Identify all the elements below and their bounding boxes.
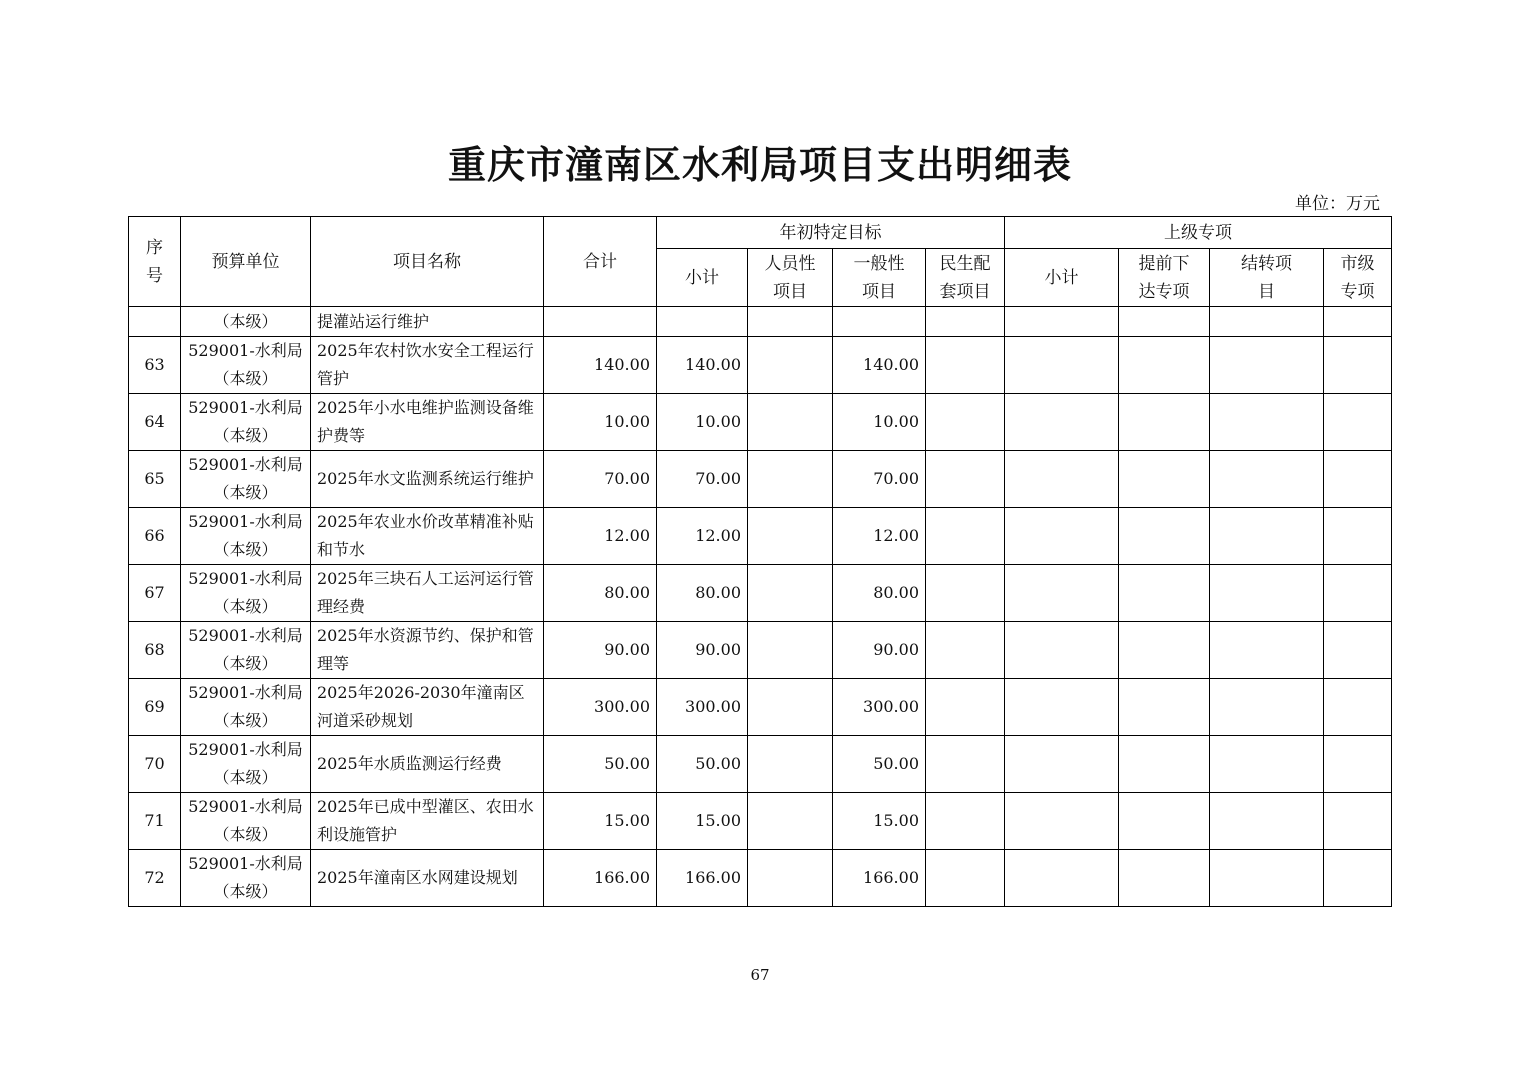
cell-project-name: 2025年水资源节约、保护和管理等: [311, 622, 544, 679]
cell-carryover: [1210, 508, 1324, 565]
page-title: 重庆市潼南区水利局项目支出明细表: [447, 143, 1072, 187]
cell-livelihood: [926, 679, 1005, 736]
header-project-name: 项目名称: [311, 217, 544, 307]
cell-livelihood: [926, 850, 1005, 907]
cell-general: 50.00: [833, 736, 926, 793]
table-row: [129, 451, 1392, 508]
cell-carryover: [1210, 337, 1324, 394]
budget-unit-code: 529001-水利局: [188, 740, 303, 759]
cell-livelihood: [926, 622, 1005, 679]
header-budget-unit: 预算单位: [181, 217, 311, 307]
cell-personnel: [748, 307, 833, 337]
cell-budget-unit: [181, 337, 311, 394]
table-row: [129, 394, 1392, 451]
budget-unit-level: （本级）: [213, 711, 278, 730]
cell-general: [833, 307, 926, 337]
header-annual-subtotal: 小计: [657, 249, 748, 307]
cell-carryover: [1210, 679, 1324, 736]
header-general: 一般性项目: [833, 249, 926, 307]
budget-unit-code: 529001-水利局: [188, 398, 303, 417]
cell-city: [1324, 307, 1392, 337]
cell-budget-unit: [181, 565, 311, 622]
table-row: [129, 679, 1392, 736]
cell-general: 12.00: [833, 508, 926, 565]
cell-budget-unit: [181, 508, 311, 565]
cell-seq: 69: [129, 679, 181, 736]
cell-general: 15.00: [833, 793, 926, 850]
cell-annual-subtotal: 80.00: [657, 565, 748, 622]
cell-city: [1324, 451, 1392, 508]
cell-city: [1324, 736, 1392, 793]
cell-advance: [1119, 850, 1210, 907]
cell-budget-unit: [181, 850, 311, 907]
cell-total: [544, 307, 657, 337]
cell-budget-unit: [181, 394, 311, 451]
cell-personnel: [748, 451, 833, 508]
cell-seq: [129, 307, 181, 337]
cell-total: 300.00: [544, 679, 657, 736]
cell-budget-unit: [181, 622, 311, 679]
cell-advance: [1119, 679, 1210, 736]
budget-unit-level: （本级）: [213, 825, 278, 844]
budget-unit-level: （本级）: [213, 483, 278, 502]
cell-seq: 67: [129, 565, 181, 622]
cell-personnel: [748, 337, 833, 394]
cell-annual-subtotal: 166.00: [657, 850, 748, 907]
cell-personnel: [748, 565, 833, 622]
cell-seq: 65: [129, 451, 181, 508]
cell-total: 166.00: [544, 850, 657, 907]
cell-superior-subtotal: [1005, 307, 1119, 337]
budget-unit-code: 529001-水利局: [188, 569, 303, 588]
budget-unit-level: （本级）: [213, 426, 278, 445]
cell-advance: [1119, 394, 1210, 451]
budget-unit-code: 529001-水利局: [188, 854, 303, 873]
budget-unit-level: （本级）: [213, 540, 278, 559]
cell-city: [1324, 508, 1392, 565]
table-row: [129, 565, 1392, 622]
cell-total: 15.00: [544, 793, 657, 850]
header-carryover: 结转项目: [1210, 249, 1324, 307]
cell-seq: 71: [129, 793, 181, 850]
header-advance: 提前下达专项: [1119, 249, 1210, 307]
cell-project-name: 2025年小水电维护监测设备维护费等: [311, 394, 544, 451]
budget-unit-level: （本级）: [213, 597, 278, 616]
cell-personnel: [748, 736, 833, 793]
cell-city: [1324, 850, 1392, 907]
cell-project-name: 2025年三块石人工运河运行管理经费: [311, 565, 544, 622]
unit-label: 单位：万元: [1295, 194, 1380, 214]
header-seq: 序号: [129, 217, 181, 307]
cell-advance: [1119, 337, 1210, 394]
cell-livelihood: [926, 508, 1005, 565]
cell-total: 10.00: [544, 394, 657, 451]
cell-city: [1324, 337, 1392, 394]
cell-personnel: [748, 793, 833, 850]
cell-livelihood: [926, 307, 1005, 337]
table-row: [129, 508, 1392, 565]
cell-annual-subtotal: [657, 307, 748, 337]
cell-carryover: [1210, 307, 1324, 337]
cell-project-name: 2025年农业水价改革精准补贴和节水: [311, 508, 544, 565]
expenditure-table: [128, 216, 1392, 907]
header-group-annual: 年初特定目标: [657, 217, 1005, 249]
cell-personnel: [748, 679, 833, 736]
cell-seq: 63: [129, 337, 181, 394]
cell-city: [1324, 793, 1392, 850]
budget-unit-code: 529001-水利局: [188, 341, 303, 360]
budget-unit-level: （本级）: [213, 768, 278, 787]
cell-carryover: [1210, 622, 1324, 679]
cell-total: 50.00: [544, 736, 657, 793]
cell-superior-subtotal: [1005, 451, 1119, 508]
cell-city: [1324, 565, 1392, 622]
cell-livelihood: [926, 736, 1005, 793]
cell-annual-subtotal: 140.00: [657, 337, 748, 394]
cell-project-name: 2025年潼南区水网建设规划: [311, 850, 544, 907]
cell-total: 80.00: [544, 565, 657, 622]
table-row: [129, 622, 1392, 679]
cell-carryover: [1210, 793, 1324, 850]
cell-superior-subtotal: [1005, 565, 1119, 622]
cell-total: 12.00: [544, 508, 657, 565]
cell-annual-subtotal: 90.00: [657, 622, 748, 679]
table-row: [129, 793, 1392, 850]
cell-superior-subtotal: [1005, 508, 1119, 565]
cell-carryover: [1210, 451, 1324, 508]
cell-seq: 72: [129, 850, 181, 907]
cell-livelihood: [926, 793, 1005, 850]
cell-annual-subtotal: 15.00: [657, 793, 748, 850]
table-body: [129, 307, 1392, 907]
table-row: [129, 850, 1392, 907]
cell-budget-unit: [181, 736, 311, 793]
cell-general: 300.00: [833, 679, 926, 736]
cell-superior-subtotal: [1005, 793, 1119, 850]
budget-unit-level: （本级）: [213, 369, 278, 388]
header-personnel: 人员性项目: [748, 249, 833, 307]
cell-personnel: [748, 622, 833, 679]
header-city: 市级专项: [1324, 249, 1392, 307]
cell-total: 140.00: [544, 337, 657, 394]
cell-total: 90.00: [544, 622, 657, 679]
header-superior-subtotal: 小计: [1005, 249, 1119, 307]
cell-annual-subtotal: 300.00: [657, 679, 748, 736]
cell-livelihood: [926, 394, 1005, 451]
cell-livelihood: [926, 565, 1005, 622]
cell-advance: [1119, 451, 1210, 508]
cell-general: 140.00: [833, 337, 926, 394]
cell-advance: [1119, 565, 1210, 622]
cell-advance: [1119, 508, 1210, 565]
cell-project-name: 2025年2026-2030年潼南区河道采砂规划: [311, 679, 544, 736]
cell-superior-subtotal: [1005, 679, 1119, 736]
cell-project-name: 2025年水文监测系统运行维护: [311, 451, 544, 508]
cell-seq: 70: [129, 736, 181, 793]
cell-personnel: [748, 508, 833, 565]
cell-general: 10.00: [833, 394, 926, 451]
cell-budget-unit: [181, 451, 311, 508]
cell-project-name: 提灌站运行维护: [311, 307, 544, 337]
cell-city: [1324, 622, 1392, 679]
cell-seq: 64: [129, 394, 181, 451]
cell-livelihood: [926, 337, 1005, 394]
cell-carryover: [1210, 736, 1324, 793]
cell-superior-subtotal: [1005, 850, 1119, 907]
cell-budget-unit: [181, 679, 311, 736]
cell-carryover: [1210, 394, 1324, 451]
table-row-partial: [129, 307, 1392, 337]
cell-superior-subtotal: [1005, 394, 1119, 451]
cell-annual-subtotal: 10.00: [657, 394, 748, 451]
cell-seq: 68: [129, 622, 181, 679]
cell-superior-subtotal: [1005, 736, 1119, 793]
cell-carryover: [1210, 565, 1324, 622]
table-row: [129, 736, 1392, 793]
budget-unit-code: 529001-水利局: [188, 455, 303, 474]
cell-superior-subtotal: [1005, 337, 1119, 394]
cell-general: 90.00: [833, 622, 926, 679]
cell-project-name: 2025年农村饮水安全工程运行管护: [311, 337, 544, 394]
page-number: 67: [750, 966, 770, 984]
cell-personnel: [748, 850, 833, 907]
cell-budget-unit: （本级）: [181, 307, 311, 337]
cell-seq: 66: [129, 508, 181, 565]
cell-city: [1324, 679, 1392, 736]
cell-project-name: 2025年已成中型灌区、农田水利设施管护: [311, 793, 544, 850]
cell-advance: [1119, 307, 1210, 337]
cell-project-name: 2025年水质监测运行经费: [311, 736, 544, 793]
budget-unit-code: 529001-水利局: [188, 512, 303, 531]
budget-unit-code: 529001-水利局: [188, 683, 303, 702]
budget-unit-code: 529001-水利局: [188, 626, 303, 645]
cell-advance: [1119, 793, 1210, 850]
budget-unit-level: （本级）: [213, 654, 278, 673]
cell-budget-unit: [181, 793, 311, 850]
cell-annual-subtotal: 70.00: [657, 451, 748, 508]
cell-advance: [1119, 622, 1210, 679]
header-livelihood: 民生配套项目: [926, 249, 1005, 307]
cell-city: [1324, 394, 1392, 451]
cell-livelihood: [926, 451, 1005, 508]
header-group-superior: 上级专项: [1005, 217, 1392, 249]
cell-superior-subtotal: [1005, 622, 1119, 679]
header-total: 合计: [544, 217, 657, 307]
budget-unit-level: （本级）: [213, 882, 278, 901]
table-row: [129, 337, 1392, 394]
cell-annual-subtotal: 50.00: [657, 736, 748, 793]
cell-total: 70.00: [544, 451, 657, 508]
cell-annual-subtotal: 12.00: [657, 508, 748, 565]
cell-personnel: [748, 394, 833, 451]
cell-carryover: [1210, 850, 1324, 907]
cell-general: 80.00: [833, 565, 926, 622]
table-header: [129, 217, 1392, 307]
cell-advance: [1119, 736, 1210, 793]
cell-general: 166.00: [833, 850, 926, 907]
cell-general: 70.00: [833, 451, 926, 508]
budget-unit-code: 529001-水利局: [188, 797, 303, 816]
